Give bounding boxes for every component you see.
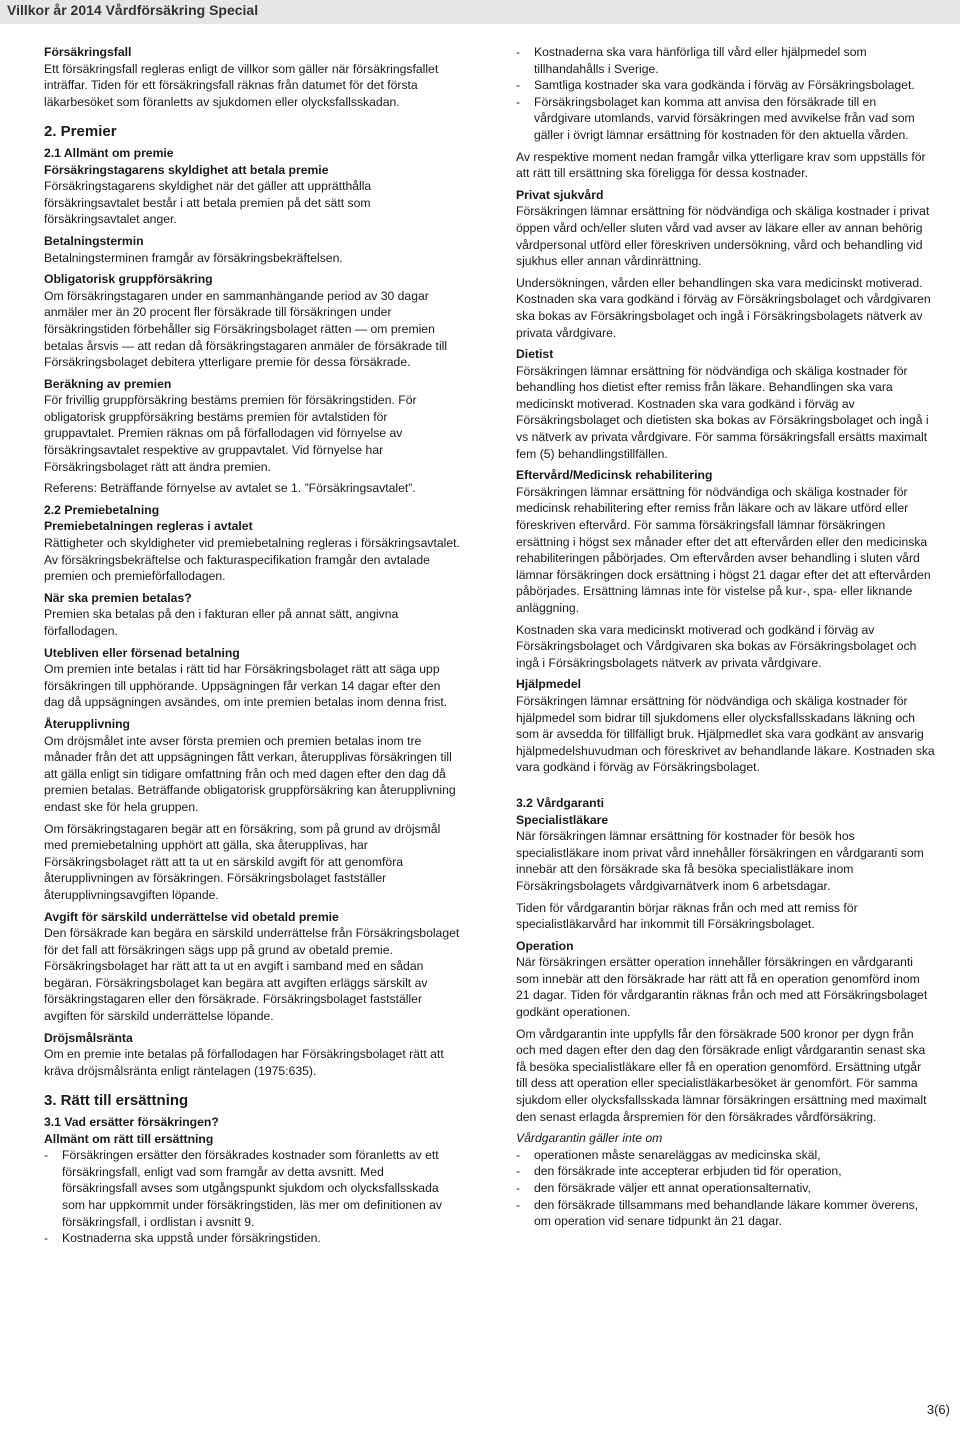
paragraph: Försäkringen lämnar ersättning för nödvändiga och skäliga kostnader för medicinsk rehabilitering efter remiss från läkare och av läkare utförd eller föreskriven eftervård. För samma försäkringsfall lämnar försäkringen ersättning i högst sex månader efter det att eftervården eller den medicinska rehabiliteringen påbörjades. Om eftervården avser behandling i sluten vård lämnar försäkringen dock ersättning i högst 21 dagar efter det att eftervården påbörjades. Ersättning lämnas inte för vistelse på kur-, spa- eller liknande anläggning. bbox=[516, 484, 931, 615]
paragraph: Om vårdgarantin inte uppfylls får den försäkrade 500 kronor per dygn från och med dagen efter den dag den försäkrade enligt vårdgarantin senast ska få besöka specialistläkare eller få en operation genomförd. Ersättning utgår till dess att operation eller specialistläkarbesöket är genomfört. För samma sjukdom eller olycksfallsskada lämnar försäkringen ersättning med maximalt den senast erlagda årspremien för den försäkrades vårdförsäkring. bbox=[516, 1026, 927, 1124]
paragraph: Försäkringstagarens skyldighet när det gäller att upprätthålla försäkringsavtalet består i att betala premien på det sätt som försäkringsavtalet anger. bbox=[44, 179, 372, 227]
subheading: Försäkringsfall bbox=[44, 45, 132, 59]
subheading: Premiebetalningen regleras i avtalet bbox=[44, 519, 253, 534]
paragraph: Om försäkringstagaren begär att en försäkring, som på grund av dröjsmål med premiebetalning upphört att gälla, ska återupplivas, har Försäkringsbolaget rätt att ta ut en särskild avgift för att genomföra återupplivningen av försäkringen. Försäkringsbolaget fastställer återupplivningsavgiften löpande. bbox=[44, 821, 441, 902]
paragraph: Tiden för vårdgarantin börjar räknas från och med att remiss för specialistläkarvård har inkommit till Försäkringsbolaget. bbox=[516, 900, 858, 932]
paragraph: Rättigheter och skyldigheter vid premiebetalning regleras i försäkringsavtalet. Av försäkringsbekräftelse och fakturaspecifikation framgår den avtalade premien och premieförfallodagen. bbox=[44, 536, 460, 584]
list-item: - Försäkringsbolaget kan komma att anvisa den försäkrade till en vårdgivare utomlands, varvid försäkringen med avvikelse från vad som gäller i övrigt lämnar ersättning för kostnaden för den aktuella vården. bbox=[516, 94, 936, 144]
subheading: Utebliven eller försenad betalning bbox=[44, 645, 240, 660]
paragraph: Om premien inte betalas i rätt tid har Försäkringsbolaget rätt att säga upp försäkringen till upphörande. Uppsägningen får verkan 14 dagar efter den dag då uppsägningen avsändes, om inte premien betalas inom denna frist. bbox=[44, 662, 448, 710]
list-item: - den försäkrade väljer ett annat operationsalternativ, bbox=[516, 1180, 936, 1197]
subheading: När ska premien betalas? bbox=[44, 590, 192, 605]
right-column bbox=[516, 44, 936, 1235]
subheading: Dietist bbox=[516, 347, 554, 362]
paragraph: När försäkringen lämnar ersättning för kostnader för besök hos specialistläkare inom privat vård innehåller försäkringen en vårdgaranti som innebär att den försäkrade ska få besöka specialistläkare inom Försäkringsbolagets vårdgivarnätverk inom 6 arbetsdagar. bbox=[516, 829, 924, 893]
section-heading: 3. Rätt till ersättning bbox=[44, 1092, 189, 1110]
paragraph: Referens: Beträffande förnyelse av avtalet se 1. ”Försäkringsavtalet”. bbox=[44, 481, 416, 496]
section-heading: 2. Premier bbox=[44, 123, 117, 141]
paragraph: Ett försäkringsfall regleras enligt de villkor som gäller när försäkringsfallet inträffar. Tiden för ett försäkringsfall räknas från datumet för det första läkarbesöket som föranletts av sjukdomen eller olycksfallsskadan. bbox=[44, 61, 439, 109]
subheading: Betalningstermin bbox=[44, 233, 144, 248]
paragraph: När försäkringen ersätter operation innehåller försäkringen en vårdgaranti som innebär att den försäkrade har rätt att få en operation genomförd inom 21 dagar. Tiden för vårdgarantin räknas från och med att Försäkringsbolaget godkänt operationen. bbox=[516, 955, 928, 1020]
paragraph: Försäkringen lämnar ersättning för nödvändiga och skäliga kostnader för hjälpmedel som bidrar till sjukdomens eller olycksfallsskadans läkning och som är avsedda för tillfälligt bruk. Hjälpmedlet ska vara godkänt av ansvarig hjälpmedelshuvudman och föreskrivet av behandlande läkare. Kostnaden ska vara godkänd i förväg av Försäkringsbolaget. bbox=[516, 693, 935, 775]
subheading: 2.1 Allmänt om premie bbox=[44, 145, 174, 160]
list-item: - den försäkrade inte accepterar erbjuden tid för operation, bbox=[516, 1163, 936, 1180]
spacer bbox=[516, 781, 936, 795]
paragraph: Om en premie inte betalas på förfallodagen har Försäkringsbolaget rätt att kräva dröjsmålsränta enligt räntelagen (1975:635). bbox=[44, 1047, 444, 1078]
dash-list bbox=[516, 1147, 936, 1230]
subheading: Beräkning av premien bbox=[44, 376, 172, 391]
subheading: Operation bbox=[516, 938, 574, 953]
list-item: - Samtliga kostnader ska vara godkända i förväg av Försäkringsbolaget. bbox=[516, 77, 936, 94]
paragraph: För frivillig gruppförsäkring bestäms premien för försäkringstiden. För obligatorisk gruppförsäkring bestäms premien för avtalstiden för gruppavtalet. Premien räknas om på förfallodagen vid förnyelse av försäkringsavtalet respektive av gruppavtalet. Vid förnyelse har Försäkringsbolaget rätt att ändra premien. bbox=[44, 393, 417, 474]
list-item: - Försäkringen ersätter den försäkrades kostnader som föranletts av ett försäkringsfall, enligt vad som framgår av detta avsnitt. Med försäkringsfall avses som utgångspunkt sjukdom och olycksfallsskada som har uppkommit under försäkringstiden, läs mer om definitionen av försäkringsfall, i ordlistan i avsnitt 9. bbox=[44, 1147, 460, 1230]
paragraph: Försäkringen lämnar ersättning för nödvändiga och skäliga kostnader för behandling hos dietist efter remiss från läkare. Behandlingen ska vara medicinskt motiverad. Kostnaden ska vara godkänd i förväg av Försäkringsbolaget och dietisten ska bokas av Försäkringsbolaget och ingå i vs nätverk av privata vårdgivare. För samma försäkringsfall ersätts maximalt fem (5) behandlingstillfällen. bbox=[516, 363, 929, 461]
subheading: Dröjsmålsränta bbox=[44, 1030, 133, 1045]
subheading: Försäkringstagarens skyldighet att betala premie bbox=[44, 162, 329, 177]
list-item: - Kostnaderna ska uppstå under försäkringstiden. bbox=[44, 1230, 460, 1247]
paragraph: Försäkringen lämnar ersättning för nödvändiga och skäliga kostnader i privat öppen vård och/eller sluten vård vad avser av läkare eller av annan behörig vårdpersonal utförd eller föreskriven undersökning, vård och behandling vid sjukhus eller annan vårdinrättning. bbox=[516, 204, 930, 269]
page-number: 3(6) bbox=[926, 1402, 950, 1417]
list-item: - den försäkrade tillsammans med behandlande läkare kommer överens, om operation vid senare tidpunkt än 21 dagar. bbox=[516, 1197, 936, 1230]
subheading: Återupplivning bbox=[44, 716, 130, 731]
dash-list bbox=[44, 1147, 460, 1247]
paragraph: Kostnaden ska vara medicinskt motiverad och godkänd i förväg av Försäkringsbolaget och Vårdgivaren ska bokas av Försäkringsbolaget och ingå i Försäkringsbolagets nätverk av privata vårdgivare. bbox=[516, 622, 917, 670]
page-header bbox=[0, 0, 960, 24]
list-item: - Kostnaderna ska vara hänförliga till vård eller hjälpmedel som tillhandahålls i Sverige. bbox=[516, 44, 936, 77]
subheading: 3.1 Vad ersätter försäkringen? bbox=[44, 1115, 219, 1130]
paragraph: Betalningsterminen framgår av försäkringsbekräftelsen. bbox=[44, 250, 343, 265]
subheading: Hjälpmedel bbox=[516, 677, 582, 692]
subheading: Eftervård/Medicinsk rehabilitering bbox=[516, 468, 713, 483]
left-column bbox=[44, 44, 460, 1252]
subheading: Allmänt om rätt till ersättning bbox=[44, 1131, 214, 1146]
italic-heading: Vårdgarantin gäller inte om bbox=[516, 1131, 663, 1146]
dash-list bbox=[516, 44, 936, 144]
paragraph: Premien ska betalas på den i fakturan eller på annat sätt, angivna förfallodagen. bbox=[44, 607, 399, 638]
subheading: Privat sjukvård bbox=[516, 187, 604, 202]
subheading: 2.2 Premiebetalning bbox=[44, 502, 160, 517]
list-item: - operationen måste senareläggas av medicinska skäl, bbox=[516, 1147, 936, 1164]
paragraph: Av respektive moment nedan framgår vilka ytterligare krav som uppställs för att rätt till ersättning ska föreligga för dessa kostnader. bbox=[516, 149, 926, 181]
subheading: Obligatorisk gruppförsäkring bbox=[44, 272, 213, 287]
paragraph: Den försäkrade kan begära en särskild underrättelse från Försäkringsbolaget för det fall att försäkringen sägs upp på grund av obetald premie. Försäkringsbolaget har rätt att ta ut en avgift i samband med en sådan begäran. Försäkringsbolaget kan begära att avgiften erläggs särskilt av försäkringstagaren eller den försäkrade. Försäkringsbolaget fastställer avgiften för särskild underrättelse löpande. bbox=[44, 926, 460, 1024]
paragraph: Undersökningen, vården eller behandlingen ska vara medicinskt motiverad. Kostnaden ska vara godkänd i förväg av Försäkringsbolaget och vårdgivaren ska bokas av Försäkringsbolaget och ingå i Försäkringsbolagets nätverk av privata vårdgivare. bbox=[516, 275, 931, 340]
subheading: 3.2 Vårdgaranti bbox=[516, 795, 605, 810]
paragraph: Om försäkringstagaren under en sammanhängande period av 30 dagar anmäler mer än 20 procent fler försäkrade till försäkringen under försäkringstiden förbehåller sig Försäkringsbolaget rätten — om premien betalas årsvis — att redan då försäkringstagaren anmäler de försäkrade till Försäkringsbolaget debitera ytterligare premie för dessa försäkrade. bbox=[44, 288, 448, 370]
subheading: Avgift för särskild underrättelse vid obetald premie bbox=[44, 909, 339, 924]
paragraph: Om dröjsmålet inte avser första premien och premien betalas inom tre månader från det att uppsägningen fått verkan, återupplivas försäkringen till att gälla enligt sin tidigare omfattning från och med dagen efter den dag då premien betalas. Beträffande obligatorisk gruppförsäkring kan återupplivning endast ske för hela gruppen. bbox=[44, 733, 456, 814]
document-title: Villkor år 2014 Vårdförsäkring Special bbox=[7, 2, 259, 18]
subheading: Specialistläkare bbox=[516, 812, 609, 827]
